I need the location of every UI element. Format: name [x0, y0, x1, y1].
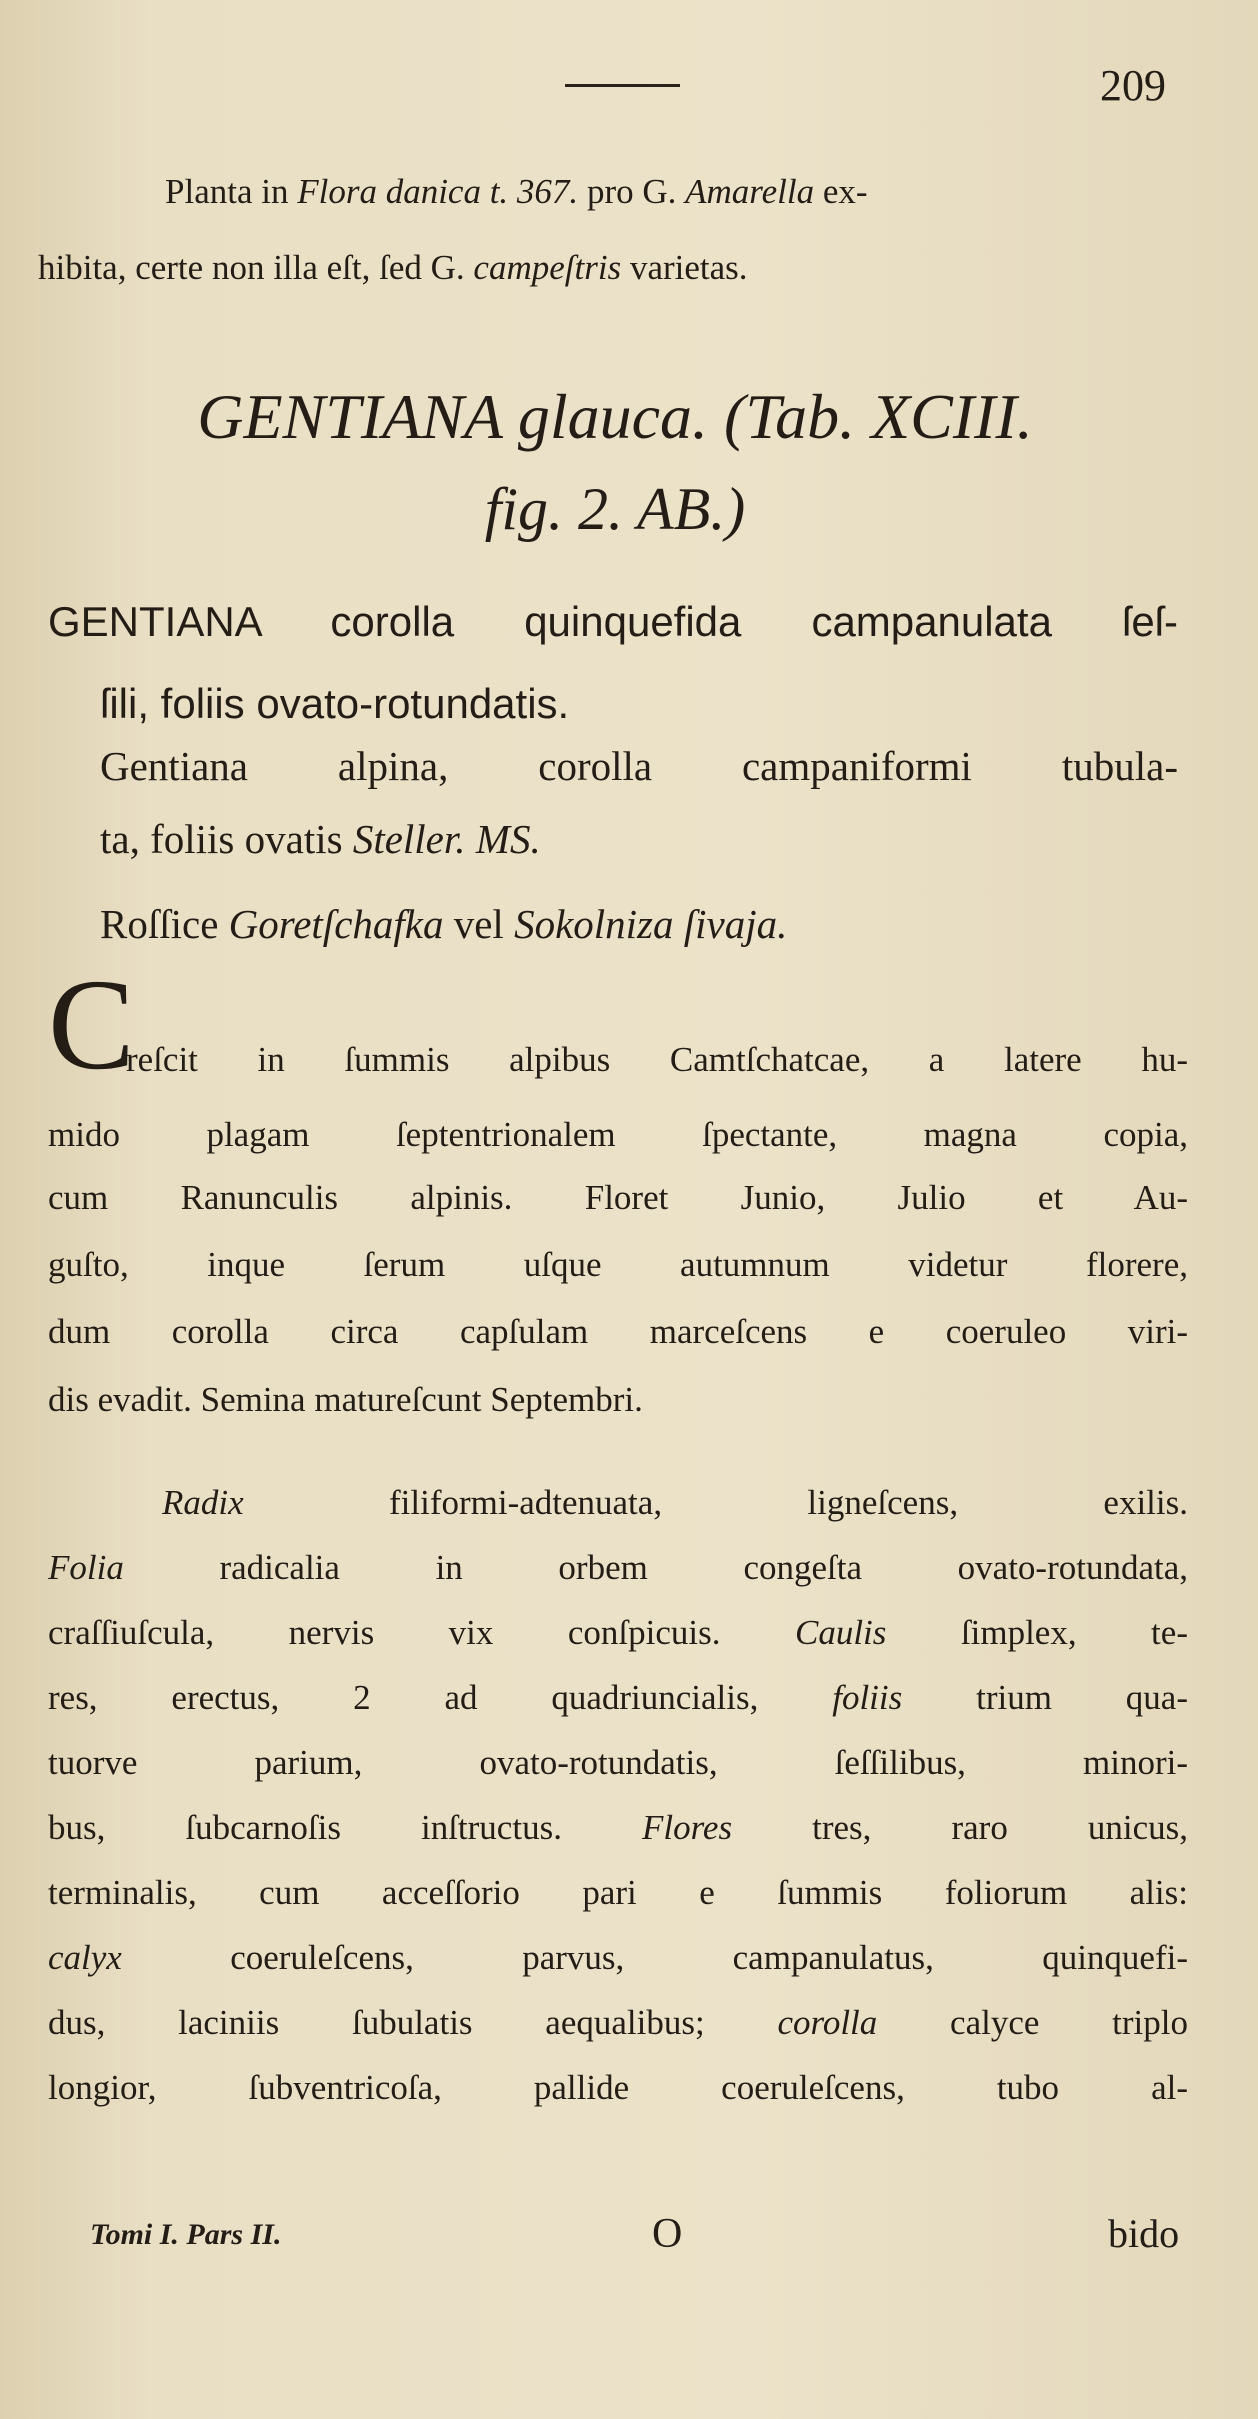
note-text: pro G. [578, 172, 686, 211]
description-line-7: terminalis, cum acceſſorio pari e ſummis foliorum alis: [48, 1873, 1188, 1912]
steller-ref: Steller. MS. [352, 816, 541, 862]
term-caulis: Caulis [794, 1613, 887, 1652]
description-line-10: longior, ſubventricoſa, pallide coeruleſcens, tubo al- [48, 2068, 1188, 2107]
synonym-text: ta, foliis ovatis [100, 816, 353, 862]
note-line-1 [165, 172, 868, 212]
note-text: varietas. [621, 248, 748, 287]
term-calyx: calyx [48, 1938, 122, 1977]
habitat-line-1: reſcit in ſummis alpibus Camtſchatcae, a latere hu- [126, 1040, 1188, 1079]
description-line-3 [48, 1613, 1188, 1653]
note-text: hibita, certe non illa eſt, ſed G. [38, 248, 474, 287]
description-text: ſimplex, te- [886, 1613, 1188, 1652]
habitat-line-3: cum Ranunculis alpinis. Floret Junio, Julio et Au- [48, 1178, 1188, 1217]
description-line-1 [162, 1483, 1188, 1523]
description-line-5: tuorve parium, ovato-rotundatis, ſeſſilibus, minori- [48, 1743, 1188, 1782]
page-number: 209 [1100, 61, 1166, 110]
habitat-line-2: mido plagam ſeptentrionalem ſpectante, magna copia, [48, 1115, 1188, 1154]
footer-ornament: O [652, 2211, 683, 2257]
description-line-6 [48, 1808, 1188, 1848]
synonym-line-2 [100, 815, 541, 863]
header-rule [565, 84, 680, 87]
term-radix: Radix [162, 1483, 244, 1522]
signature-mark: Tomi I. Pars II. [90, 2218, 282, 2251]
diagnosis-line-1: GENTIANA corolla quinquefida campanulata ſeſ- [48, 598, 1178, 645]
flora-danica-ref: Flora danica t. 367. [297, 172, 579, 211]
synonym-line-3 [100, 900, 787, 948]
description-line-9 [48, 2003, 1188, 2043]
diagnosis-line-2: ſili, foliis ovato-rotundatis. [100, 680, 570, 727]
note-text: ex- [814, 172, 868, 211]
description-line-4 [48, 1678, 1188, 1718]
species-name: Amarella [685, 172, 815, 211]
term-foliis: foliis [832, 1678, 903, 1717]
drop-cap: C [48, 953, 135, 1097]
description-text: coeruleſcens, parvus, campanulatus, quinquefi- [121, 1938, 1188, 1977]
description-line-8 [48, 1938, 1188, 1978]
description-text: filiformi-adtenuata, ligneſcens, exilis. [243, 1483, 1188, 1522]
description-text: tres, raro unicus, [732, 1808, 1188, 1847]
note-text: Planta in [165, 172, 298, 211]
species-heading-figure: fig. 2. AB.) [484, 476, 746, 542]
synonym-text: Roſſice [100, 901, 229, 947]
description-text: trium qua- [902, 1678, 1188, 1717]
habitat-line-5: dum corolla circa capſulam marceſcens e coeruleo viri- [48, 1312, 1188, 1351]
catchword: bido [1108, 2211, 1180, 2256]
description-line-2 [48, 1548, 1188, 1588]
species-name: campeſtris [473, 248, 622, 287]
term-flores: Flores [642, 1808, 733, 1847]
term-corolla: corolla [777, 2003, 878, 2042]
description-text: calyce triplo [877, 2003, 1188, 2042]
description-text: bus, ſubcarnoſis inſtructus. [48, 1808, 642, 1847]
synonym-text: vel [443, 901, 515, 947]
description-text: radicalia in orbem congeſta ovato-rotundata, [123, 1548, 1188, 1587]
species-heading: GENTIANA glauca. (Tab. XCIII. [197, 381, 1033, 452]
description-text: craſſiuſcula, nervis vix conſpicuis. [48, 1613, 795, 1652]
description-text: dus, laciniis ſubulatis aequalibus; [48, 2003, 778, 2042]
habitat-line-4: guſto, inque ſerum uſque autumnum videtur florere, [48, 1245, 1188, 1284]
habitat-line-6: dis evadit. Semina matureſcunt Septembri. [48, 1380, 643, 1419]
description-text: res, erectus, 2 ad quadriuncialis, [48, 1678, 833, 1717]
term-folia: Folia [48, 1548, 124, 1587]
russian-name: Sokolniza ſivaja. [514, 901, 788, 947]
russian-name: Goretſchafka [228, 901, 444, 947]
synonym-line-1: Gentiana alpina, corolla campaniformi tubula- [100, 743, 1178, 789]
note-line-2 [38, 248, 748, 288]
